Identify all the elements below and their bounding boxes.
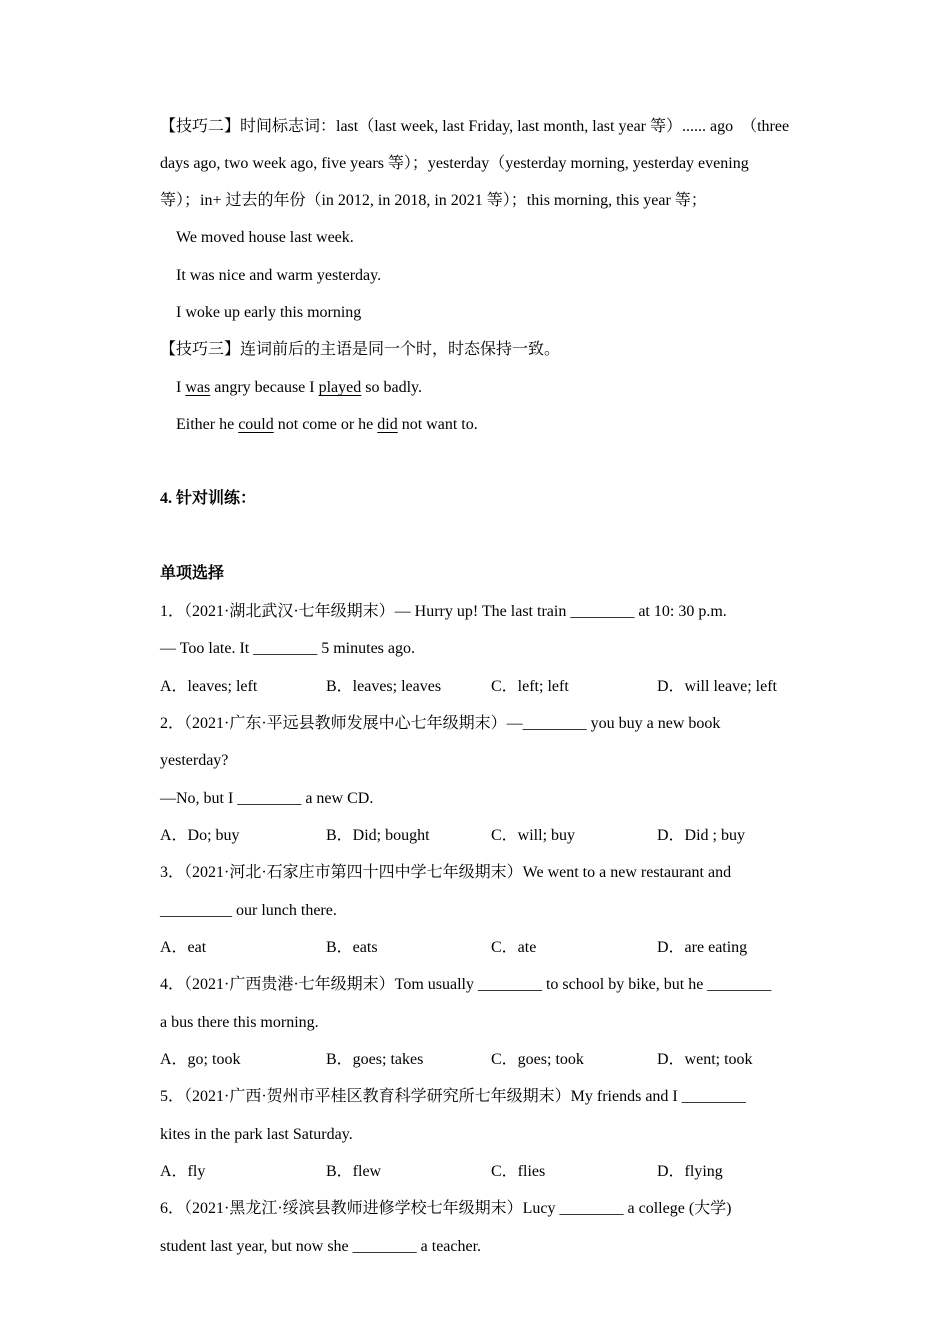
section-subheading: 单项选择 <box>160 565 225 582</box>
option-b[interactable]: B．flew <box>326 1163 382 1180</box>
text-segment: not want to. <box>397 416 478 433</box>
option-b[interactable]: B．eats <box>326 939 378 956</box>
tip3-example-2 <box>176 415 478 435</box>
question-4-line-2: a bus there this morning. <box>160 1014 319 1031</box>
text-segment: I <box>176 379 186 396</box>
underlined-verb: played <box>318 379 362 396</box>
question-5-line-1: 5．（2021·广西·贺州市平桂区教育科学研究所七年级期末）My friends and I ________ <box>160 1088 746 1105</box>
question-6-line-2: student last year, but now she ________ a teacher. <box>160 1238 482 1255</box>
option-c[interactable]: C．flies <box>491 1163 546 1180</box>
option-a[interactable]: A．leaves; left <box>160 678 258 695</box>
option-a[interactable]: A．eat <box>160 939 207 956</box>
tip3-line-1: 【技巧三】连词前后的主语是同一个时，时态保持一致。 <box>160 341 561 358</box>
tip3-example-1 <box>176 378 422 398</box>
option-b[interactable]: B．Did; bought <box>326 827 430 844</box>
text-segment: not come or he <box>273 416 378 433</box>
question-5-line-2: kites in the park last Saturday. <box>160 1126 353 1143</box>
question-2-options <box>160 826 800 846</box>
question-1-options <box>160 677 800 697</box>
option-c[interactable]: C．left; left <box>491 678 569 695</box>
tip2-example-2: It was nice and warm yesterday. <box>176 267 382 284</box>
tip2-line-1: 【技巧二】时间标志词：last（last week, last Friday, last month, last year 等）...... ago （three <box>160 118 790 135</box>
option-d[interactable]: D．will leave; left <box>657 678 777 695</box>
option-c[interactable]: C．will; buy <box>491 827 576 844</box>
option-d[interactable]: D．flying <box>657 1163 723 1180</box>
text-segment: so badly. <box>361 379 422 396</box>
option-a[interactable]: A．Do; buy <box>160 827 240 844</box>
question-2-line-3: —No, but I ________ a new CD. <box>160 790 374 807</box>
question-6-line-1: 6．（2021·黑龙江·绥滨县教师进修学校七年级期末）Lucy ________ a college (大学) <box>160 1200 732 1217</box>
question-1-line-2: — Too late. It ________ 5 minutes ago. <box>160 640 415 657</box>
question-2-line-1: 2．（2021·广东·平远县教师发展中心七年级期末）—________ you buy a new book <box>160 715 721 732</box>
question-2-line-2: yesterday? <box>160 752 229 769</box>
option-b[interactable]: B．leaves; leaves <box>326 678 442 695</box>
option-d[interactable]: D．are eating <box>657 939 748 956</box>
text-segment: Either he <box>176 416 239 433</box>
question-5-options <box>160 1162 800 1182</box>
question-3-line-2: _________ our lunch there. <box>160 902 337 919</box>
option-c[interactable]: C．ate <box>491 939 537 956</box>
tip2-example-1: We moved house last week. <box>176 229 354 246</box>
tip2-example-3: I woke up early this morning <box>176 304 362 321</box>
option-d[interactable]: D．Did ; buy <box>657 827 746 844</box>
underlined-verb: was <box>185 379 211 396</box>
tip2-line-3: 等）；in+ 过去的年份（in 2012, in 2018, in 2021 等）；this morning, this year 等； <box>160 192 707 209</box>
option-a[interactable]: A．go; took <box>160 1051 241 1068</box>
underlined-verb: could <box>238 416 274 433</box>
question-1-line-1: 1．（2021·湖北武汉·七年级期末）— Hurry up! The last train ________ at 10: 30 p.m. <box>160 603 727 620</box>
question-4-options <box>160 1050 800 1070</box>
option-a[interactable]: A．fly <box>160 1163 206 1180</box>
question-4-line-1: 4．（2021·广西贵港·七年级期末）Tom usually ________ to school by bike, but he ________ <box>160 976 772 993</box>
text-segment: angry because I <box>210 379 319 396</box>
option-d[interactable]: D．went; took <box>657 1051 753 1068</box>
question-3-options <box>160 938 800 958</box>
option-c[interactable]: C．goes; took <box>491 1051 584 1068</box>
section-heading: 4. 针对训练： <box>160 490 257 507</box>
underlined-verb: did <box>377 416 398 433</box>
question-3-line-1: 3．（2021·河北·石家庄市第四十四中学七年级期末）We went to a new restaurant and <box>160 864 732 881</box>
tip2-line-2: days ago, two week ago, five years 等）；yesterday（yesterday morning, yesterday evening <box>160 155 749 172</box>
option-b[interactable]: B．goes; takes <box>326 1051 424 1068</box>
